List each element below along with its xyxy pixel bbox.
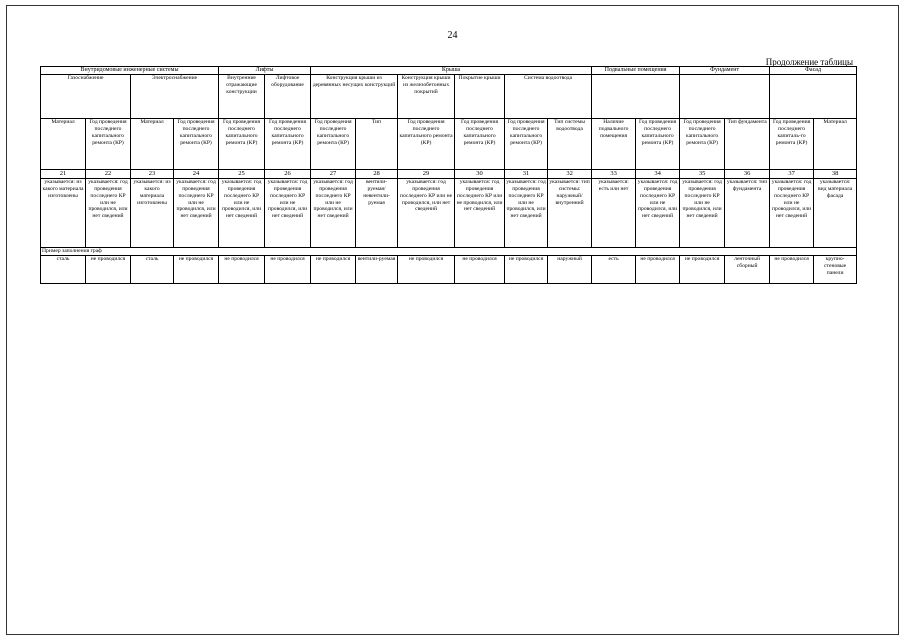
example-cell: сталь: [41, 256, 86, 284]
description-cell: указывается: год проведения последнего КР или не проводился, или нет сведений: [174, 179, 219, 248]
description-cell: вентили-руемая/ невентили-руемая: [356, 179, 398, 248]
header-cell: Год проведения последнего капитального ремонта (КР): [636, 119, 680, 170]
group-facade: Фасад: [770, 67, 857, 75]
column-number: 32: [548, 170, 592, 179]
column-number: 26: [265, 170, 311, 179]
page-number: 24: [447, 30, 458, 41]
example-cell: наружный: [548, 256, 592, 284]
example-cell: не проводился: [86, 256, 131, 284]
column-number: 28: [356, 170, 398, 179]
description-row: [41, 179, 857, 248]
continuation-label: Продолжение таблицы: [765, 57, 853, 67]
column-number: 27: [311, 170, 356, 179]
group-internal-systems: Внутридомовые инженерные системы: [41, 67, 219, 75]
example-cell: не проводился: [219, 256, 265, 284]
description-cell: указывается: год проведения последнего КР или не проводился, или нет сведений: [455, 179, 505, 248]
example-cell: не проводился: [770, 256, 814, 284]
description-cell: указывается: тип системы: наружный/ внутренний: [548, 179, 592, 248]
example-row: [41, 256, 857, 284]
header-cell: Тип системы водоотвода: [548, 119, 592, 170]
example-cell: ленточный сборный: [725, 256, 770, 284]
header-cell: Год проведения последнего капитального ремонта (КР): [680, 119, 725, 170]
subgroup-electric: Электроснабжение: [131, 75, 219, 119]
column-number: 24: [174, 170, 219, 179]
column-number: 33: [592, 170, 636, 179]
subgroup-lift-internal: Внутренние отражающие конструкции: [219, 75, 265, 119]
example-cell: не проводился: [311, 256, 356, 284]
subgroup-basement-empty: [592, 75, 680, 119]
subgroup-facade-empty: [770, 75, 857, 119]
header-cell: Год проведения последнего капитального ремонта (КР): [505, 119, 548, 170]
example-cell: сталь: [131, 256, 174, 284]
column-number: 25: [219, 170, 265, 179]
group-basement: Подвальные помещения: [592, 67, 680, 75]
description-cell: указывается: год проведения последнего КР или не проводился, или нет сведений: [265, 179, 311, 248]
column-number: 37: [770, 170, 814, 179]
column-number: 34: [636, 170, 680, 179]
example-cell: не проводился: [265, 256, 311, 284]
example-cell: не проводился: [174, 256, 219, 284]
column-number: 31: [505, 170, 548, 179]
description-cell: указывается: из какого материала изготовлены: [131, 179, 174, 248]
subgroup-foundation-empty: [680, 75, 770, 119]
header-cell: Год проведения последнего капитального ремонта (КР): [265, 119, 311, 170]
example-cell: не проводился: [680, 256, 725, 284]
description-cell: указывается: есть или нет: [592, 179, 636, 248]
header-cell: Год проведения последнего капитального ремонта (КР): [455, 119, 505, 170]
example-label: Пример заполнения граф: [41, 248, 857, 256]
header-cell: Год проведения последнего капитального ремонта (КР): [219, 119, 265, 170]
example-cell: не проводился: [636, 256, 680, 284]
example-cell: вентили-руемая: [356, 256, 398, 284]
description-cell: указывается: тип фундамента: [725, 179, 770, 248]
subgroup-row: [41, 75, 857, 119]
data-table: [40, 66, 857, 284]
column-number: 30: [455, 170, 505, 179]
description-cell: указывается: вид материала фасада: [814, 179, 857, 248]
column-number: 38: [814, 170, 857, 179]
header-row: [41, 119, 857, 170]
description-cell: указывается: год проведения последнего КР или не проводился, или нет сведений: [219, 179, 265, 248]
subgroup-roof-cover: Покрытие крыши: [455, 75, 505, 119]
column-number: 36: [725, 170, 770, 179]
header-cell: Тип: [356, 119, 398, 170]
header-cell: Материал: [41, 119, 86, 170]
header-cell: Год проведения последнего капитального ремонта (КР): [86, 119, 131, 170]
group-roof: Крыша: [311, 67, 592, 75]
description-cell: указывается: год проведения последнего КР или не проводился, или нет сведений: [398, 179, 455, 248]
header-cell: Наличие подвального помещения: [592, 119, 636, 170]
description-cell: указывается: год проведения последнего КР или не проводился, или нет сведений: [770, 179, 814, 248]
example-cell: есть: [592, 256, 636, 284]
group-lifts: Лифты: [219, 67, 311, 75]
column-number: 21: [41, 170, 86, 179]
subgroup-drainage: Система водоотвода: [505, 75, 592, 119]
column-number: 29: [398, 170, 455, 179]
column-number: 23: [131, 170, 174, 179]
example-label-row: [41, 248, 857, 256]
header-cell: Год проведения последнего капитального ремонта (КР): [311, 119, 356, 170]
header-cell: Материал: [131, 119, 174, 170]
column-number: 22: [86, 170, 131, 179]
column-number: 35: [680, 170, 725, 179]
header-cell: Тип фундамента: [725, 119, 770, 170]
description-cell: указывается: из какого материала изготовлены: [41, 179, 86, 248]
subgroup-roof-wood: Конструкция крыши из деревянных несущих конструкций: [311, 75, 398, 119]
group-row: [41, 67, 857, 75]
description-cell: указывается: год проведения последнего КР или не проводился, или нет сведений: [505, 179, 548, 248]
subgroup-gas: Газоснабжение: [41, 75, 131, 119]
description-cell: указывается: год проведения последнего КР или не проводился, или нет сведений: [680, 179, 725, 248]
header-cell: Год проведения последнего капитального ремонта (КР): [398, 119, 455, 170]
header-cell: Год проведения последнего капиталь-го ремонта (КР): [770, 119, 814, 170]
description-cell: указывается: год проведения последнего КР или не проводился, или нет сведений: [86, 179, 131, 248]
example-cell: не проводился: [398, 256, 455, 284]
example-cell: не проводился: [505, 256, 548, 284]
subgroup-lift-equipment: Лифтовое оборудование: [265, 75, 311, 119]
description-cell: указывается: год проведения последнего КР или не проводился, или нет сведений: [636, 179, 680, 248]
header-cell: Материал: [814, 119, 857, 170]
example-cell: не проводился: [455, 256, 505, 284]
column-number-row: [41, 170, 857, 179]
subgroup-roof-concrete: Конструкция крыши из железобетонных покрытий: [398, 75, 455, 119]
group-foundation: Фундамент: [680, 67, 770, 75]
description-cell: указывается: год проведения последнего КР или не проводился, или нет сведений: [311, 179, 356, 248]
example-cell: крупно-стеновые панели: [814, 256, 857, 284]
header-cell: Год проведения последнего капитального ремонта (КР): [174, 119, 219, 170]
